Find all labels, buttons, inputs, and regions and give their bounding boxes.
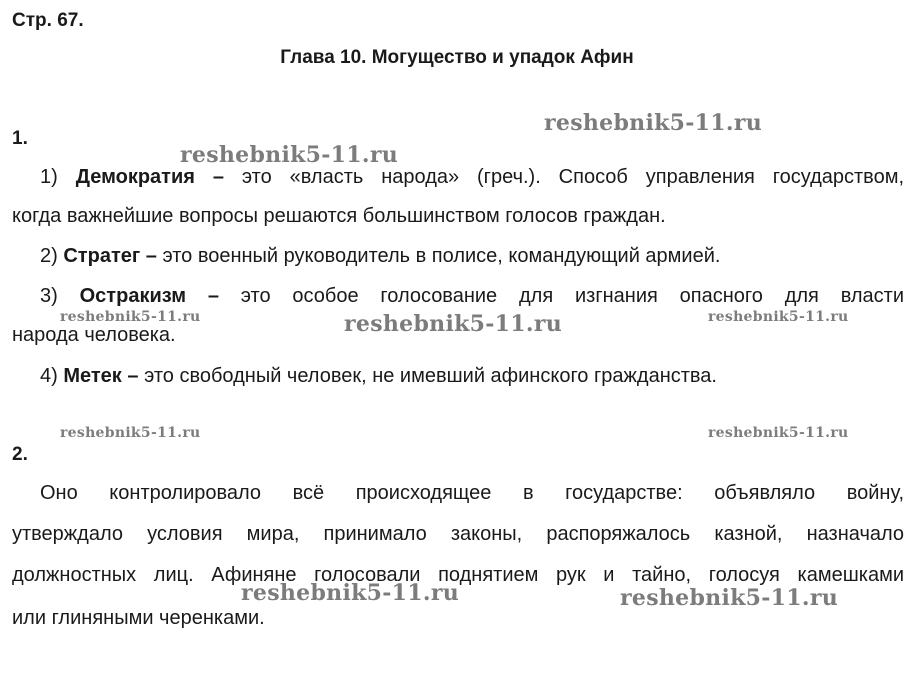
section-1-number: 1.: [12, 128, 28, 149]
definition-1-text: это «власть народа» (греч.). Способ управления государством,: [241, 166, 905, 188]
definition-3-text: это особое голосование для изгнания опасного для власти: [240, 285, 904, 307]
watermark-text: reshebnik5-11.ru: [60, 309, 201, 325]
definition-3-line1: [40, 285, 904, 308]
definition-4-text: это свободный человек, не имевший афинского гражданства.: [144, 365, 717, 387]
watermark-text: reshebnik5-11.ru: [60, 425, 201, 441]
definition-3-term: Остракизм: [79, 285, 186, 307]
definition-2-dash: –: [145, 245, 157, 267]
page-label: Стр. 67.: [12, 10, 84, 31]
definition-4-prefix: 4): [40, 365, 58, 387]
definition-1-term: Демократия: [75, 166, 195, 188]
section-2-number: 2.: [12, 444, 28, 465]
definition-4-line1: [40, 365, 717, 388]
definition-1-line1: [40, 166, 904, 189]
definition-2-term: Стратег: [63, 245, 141, 267]
definition-4-dash: –: [127, 365, 139, 387]
definition-2-line1: [40, 245, 720, 268]
section-2-line2: утверждало условия мира, принимало законы, распоряжалось казной, назначало: [12, 523, 904, 545]
definition-3-line2: народа человека.: [12, 324, 176, 346]
definition-4-term: Метек: [63, 365, 122, 387]
definition-2-prefix: 2): [40, 245, 58, 267]
watermark-text: reshebnik5-11.ru: [620, 585, 839, 611]
definition-3-dash: –: [207, 285, 219, 307]
section-2-line4: или глиняными черенками.: [12, 607, 265, 629]
section-2-line1: Оно контролировало всё происходящее в государстве: объявляло войну,: [40, 482, 904, 504]
definition-1-prefix: 1): [40, 166, 58, 188]
section-2-line3: должностных лиц. Афиняне голосовали поднятием рук и тайно, голосуя камешками: [12, 564, 904, 586]
watermark-text: reshebnik5-11.ru: [344, 311, 563, 337]
watermark-text: reshebnik5-11.ru: [241, 580, 460, 606]
watermark-text: reshebnik5-11.ru: [544, 110, 763, 136]
definition-3-prefix: 3): [40, 285, 58, 307]
watermark-text: reshebnik5-11.ru: [180, 142, 399, 168]
watermark-text: reshebnik5-11.ru: [708, 309, 849, 325]
definition-2-text: это военный руководитель в полисе, командующий армией.: [162, 245, 721, 267]
definition-1-line2: когда важнейшие вопросы решаются большинством голосов граждан.: [12, 205, 666, 227]
chapter-title: Глава 10. Могущество и упадок Афин: [280, 47, 634, 68]
watermark-text: reshebnik5-11.ru: [708, 425, 849, 441]
definition-1-dash: –: [212, 166, 224, 188]
